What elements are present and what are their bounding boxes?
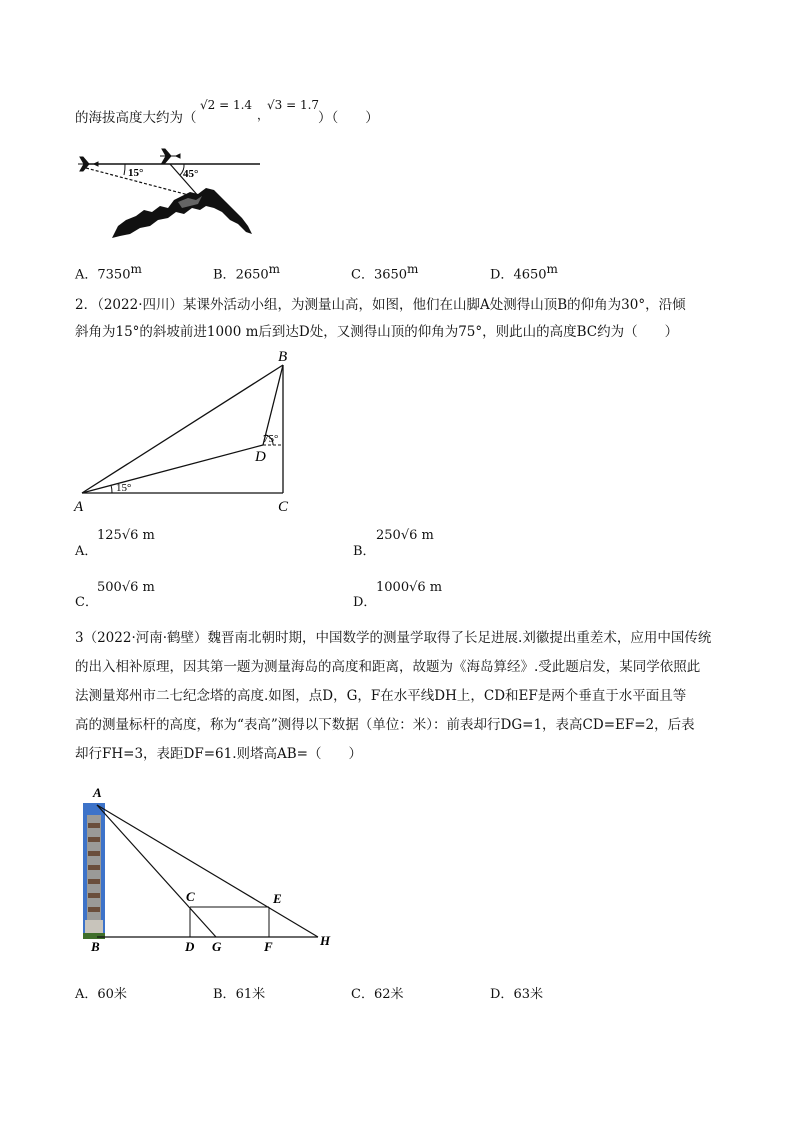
point-g-label: G xyxy=(212,939,222,954)
q2-option-c-value: 500√6 m xyxy=(97,580,155,595)
q3-stem-line4: 高的测量标杆的高度，称为“表高”测得以下数据（单位：米）：前表却行DG=1，表高CD=EF=2，后表 xyxy=(75,717,695,733)
q1-hint-sqrt2: √2 = 1.4 xyxy=(200,98,253,112)
q2-figure xyxy=(70,345,310,520)
q1-stem-prefix: 的海拔高度大约为（ xyxy=(75,110,197,126)
point-h-label: H xyxy=(320,933,331,948)
point-e-label: E xyxy=(273,891,282,906)
q1-hint-sqrt3: √3 = 1.7 xyxy=(267,98,320,112)
point-d-label: D xyxy=(255,449,266,465)
q1-figure xyxy=(70,140,270,245)
q2-option-a-value: 125√6 m xyxy=(97,528,155,543)
q1-option-a[interactable]: A．7350$^m$ xyxy=(75,262,142,283)
q3-option-d[interactable]: D．63米 xyxy=(490,987,543,1002)
q3-option-b[interactable]: B．61米 xyxy=(213,987,266,1002)
point-c-label: C xyxy=(186,889,195,904)
q3-option-a[interactable]: A．60米 xyxy=(75,987,127,1002)
q2-option-d-value: 1000√6 m xyxy=(376,580,443,595)
q2-option-d[interactable]: D． xyxy=(353,595,377,610)
q2-stem-line2: 斜角为15°的斜坡前进1000 m后到达D处，又测得山顶的仰角为75°，则此山的高度BC约为（ ） xyxy=(75,324,679,340)
angle-45-label: 45° xyxy=(183,168,199,180)
point-b-label: B xyxy=(91,939,100,954)
angle-15-label: 15° xyxy=(116,482,132,494)
q2-stem-line1: 2．（2022·四川）某课外活动小组，为测量山高，如图，他们在山脚A处测得山顶B的仰角为30°，沿倾 xyxy=(75,297,686,313)
line-ad xyxy=(82,445,263,493)
line-ab xyxy=(82,365,283,493)
arc-15 xyxy=(111,485,112,493)
line-ag xyxy=(97,805,216,937)
angle-75-label: 75° xyxy=(263,433,279,445)
q3-option-c[interactable]: C．62米 xyxy=(351,987,404,1002)
q1-hint-sep: ， xyxy=(257,108,270,122)
plane-icon-right xyxy=(160,149,180,163)
point-c-label: C xyxy=(278,499,289,515)
q3-stem-line2: 的出入相补原理，因其第一题为测量海岛的高度和距离，故题为《海岛算经》.受此题启发，某同学依照此 xyxy=(75,659,701,675)
line-ah xyxy=(97,805,318,937)
point-d-label: D xyxy=(185,939,195,954)
q3-stem-line3: 法测量郑州市二七纪念塔的高度.如图，点D，G，F在水平线DH上，CD和EF是两个垂直于水平面且等 xyxy=(75,688,687,704)
q1-option-d[interactable]: D．4650$^m$ xyxy=(490,262,558,283)
q2-option-c[interactable]: C． xyxy=(75,595,98,610)
mountain-silhouette xyxy=(112,188,252,238)
q2-option-b-value: 250√6 m xyxy=(376,528,434,543)
q1-option-c[interactable]: C．3650$^m$ xyxy=(351,262,419,283)
q2-option-a[interactable]: A． xyxy=(75,544,98,559)
angle-15-label: 15° xyxy=(128,167,144,179)
q3-figure xyxy=(75,785,345,955)
q3-stem-line5: 却行FH=3，表距DF=61.则塔高AB=（ ） xyxy=(75,746,362,762)
q2-option-b[interactable]: B． xyxy=(353,544,376,559)
arc-15 xyxy=(124,164,125,175)
point-f-label: F xyxy=(264,939,273,954)
point-a-label: A xyxy=(74,499,84,515)
q1-stem xyxy=(75,106,197,126)
q3-stem-line1: 3（2022·河南·鹤壁）魏晋南北朝时期，中国数学的测量学取得了长足进展.刘徽提出重差术，应用中国传统 xyxy=(75,630,712,646)
q1-stem-suffix: ）（ ） xyxy=(318,110,379,126)
point-b-label: B xyxy=(278,349,288,365)
q1-option-b[interactable]: B．2650$^m$ xyxy=(213,262,281,283)
point-a-label: A xyxy=(93,785,102,800)
